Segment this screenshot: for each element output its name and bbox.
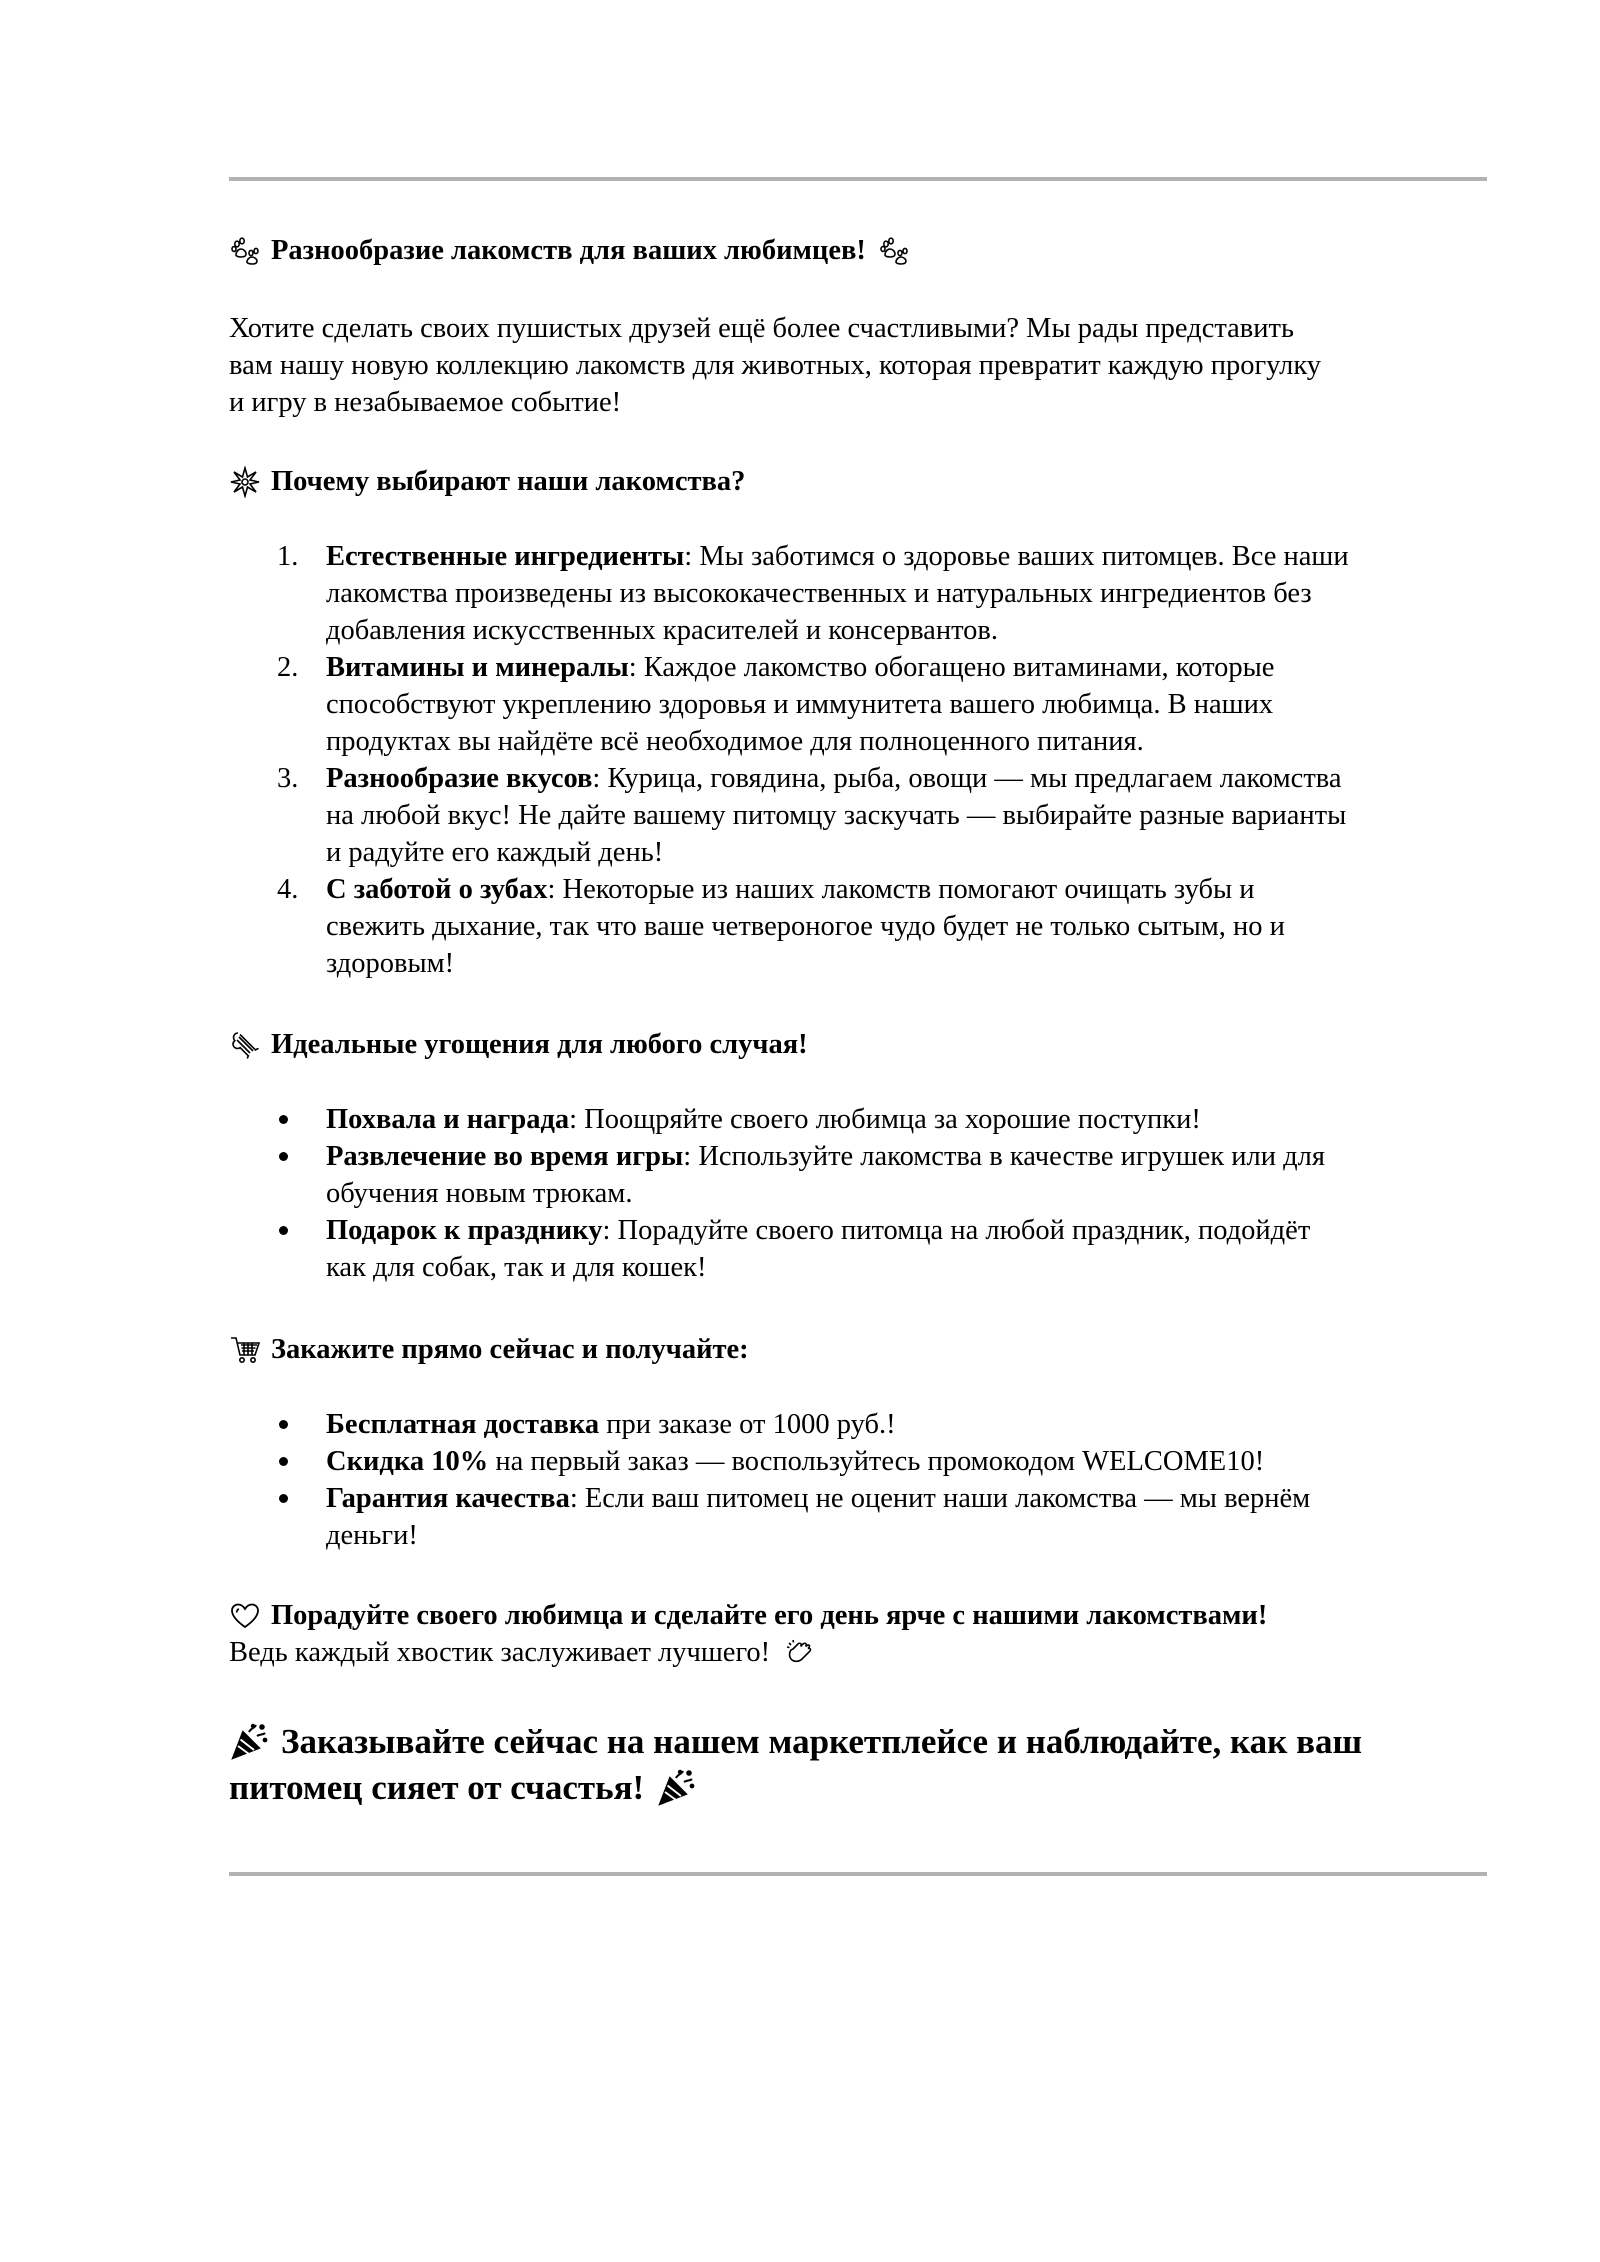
list-item [229,1480,1487,1554]
closing-line: Ведь каждый хвостик заслуживает лучшего! [229,1637,771,1668]
list-item [229,1443,1487,1480]
title-text: Разнообразие лакомств для ваших любимцев! [271,235,866,266]
closing-heading-text: Порадуйте своего любимца и сделайте его день ярче с нашими лакомствами! [271,1600,1268,1631]
sparkle-icon [229,466,261,498]
item-text: : Курица, говядина, рыба, овощи — мы предлагаем лакомства [592,763,1342,794]
bottom-divider [229,1872,1487,1876]
item-title: Бесплатная доставка [326,1409,600,1440]
why-heading-text: Почему выбирают наши лакомства? [271,466,746,497]
item-title: Разнообразие вкусов [326,763,593,794]
occasions-heading [229,1026,1487,1063]
list-item [229,538,1487,649]
list-item [229,1138,1487,1212]
list-item [229,1212,1487,1286]
heart-icon [229,1600,261,1632]
item-title: Витамины и минералы [326,652,629,683]
item-text: как для собак, так и для кошек! [326,1252,707,1283]
item-text: : Поощряйте своего любимца за хорошие поступки! [569,1104,1201,1135]
item-text: при заказе от 1000 руб.! [599,1409,896,1440]
bone-icon [229,1029,261,1061]
occasions-heading-text: Идеальные угощения для любого случая! [271,1029,808,1060]
item-title: Подарок к празднику [326,1215,603,1246]
item-title: С заботой о зубах [326,874,548,905]
party-popper-icon [656,1768,696,1808]
order-list [229,1406,1487,1554]
top-divider [229,177,1487,181]
bullet [279,1457,288,1466]
order-heading [229,1331,1487,1368]
item-text: и радуйте его каждый день! [326,837,664,868]
item-number: 3. [277,763,299,794]
item-text: : Мы заботимся о здоровье ваших питомцев. Все наши [684,541,1349,572]
item-title: Естественные ингредиенты [326,541,685,572]
list-item [229,1101,1487,1138]
item-number: 4. [277,874,299,905]
closing-heading [229,1597,1487,1634]
item-text: здоровым! [326,948,455,979]
order-heading-text: Закажите прямо сейчас и получайте: [271,1334,749,1365]
bullet [279,1420,288,1429]
cta-block [229,1719,1487,1811]
paw-prints-icon [229,235,261,267]
why-list [229,538,1487,982]
clapping-hands-icon [784,1637,816,1669]
item-text: лакомства произведены из высококачественных и натуральных ингредиентов без [326,578,1312,609]
item-text: продуктах вы найдёте всё необходимое для полноценного питания. [326,726,1144,757]
intro-line: и игру в незабываемое событие! [229,387,622,418]
page-title [229,232,1487,269]
item-text: на первый заказ — воспользуйтесь промокодом WELCOME10! [488,1446,1265,1477]
occasions-list [229,1101,1487,1286]
item-text: деньги! [326,1520,418,1551]
item-text: свежить дыхание, так что ваше четвероногое чудо будет не только сытым, но и [326,911,1285,942]
why-heading [229,463,1487,500]
item-text: : Некоторые из наших лакомств помогают очищать зубы и [547,874,1255,905]
item-text: на любой вкус! Не дайте вашему питомцу заскучать — выбирайте разные варианты [326,800,1347,831]
item-text: обучения новым трюкам. [326,1178,633,1209]
intro-line: вам нашу новую коллекцию лакомств для животных, которая превратит каждую прогулку [229,350,1322,381]
item-number: 2. [277,652,299,683]
item-title: Развлечение во время игры [326,1141,684,1172]
item-text: : Если ваш питомец не оценит наши лакомства — мы вернём [569,1483,1311,1514]
party-popper-icon [229,1722,269,1762]
item-title: Гарантия качества [326,1483,570,1514]
cta-text-1: Заказывайте сейчас на нашем маркетплейсе и наблюдайте, как ваш [281,1722,1363,1761]
closing-paragraph [229,1597,1487,1671]
item-title: Скидка 10% [326,1446,489,1477]
cta-line-1 [229,1719,1487,1765]
closing-line-row [229,1634,1487,1671]
list-item [229,649,1487,760]
bullet [279,1226,288,1235]
list-item [229,1406,1487,1443]
item-text: : Порадуйте своего питомца на любой праздник, подойдёт [602,1215,1311,1246]
item-text: : Каждое лакомство обогащено витаминами, которые [628,652,1275,683]
list-item [229,871,1487,982]
item-number: 1. [277,541,299,572]
shopping-cart-icon [229,1334,261,1366]
bullet [279,1115,288,1124]
intro-line: Хотите сделать своих пушистых друзей ещё более счастливыми? Мы рады представить [229,313,1294,344]
item-text: : Используйте лакомства в качестве игрушек или для [683,1141,1325,1172]
bullet [279,1152,288,1161]
item-title: Похвала и награда [326,1104,570,1135]
list-item [229,760,1487,871]
item-text: добавления искусственных красителей и консервантов. [326,615,998,646]
bullet [279,1494,288,1503]
item-text: способствуют укреплению здоровья и иммунитета вашего любимца. В наших [326,689,1274,720]
paw-prints-icon [878,235,910,267]
cta-line-2 [229,1765,1487,1811]
intro-paragraph [229,310,1487,421]
cta-text-2: питомец сияет от счастья! [229,1768,645,1807]
